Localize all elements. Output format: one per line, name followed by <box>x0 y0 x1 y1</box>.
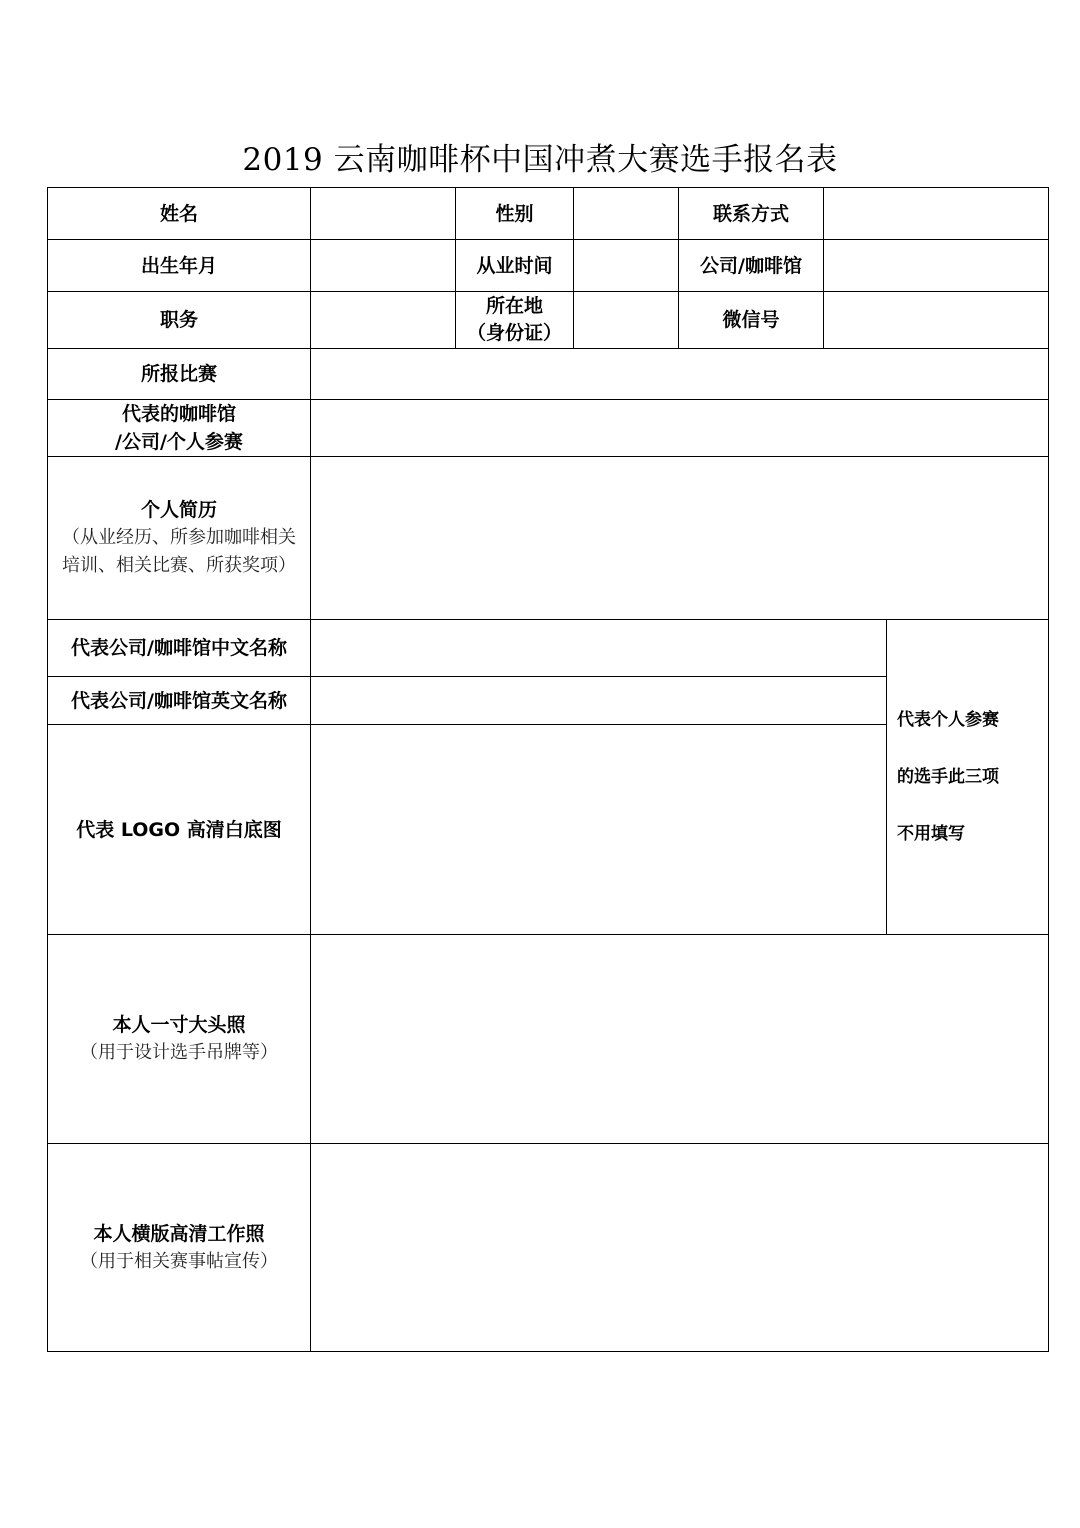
headshot-sub-label: （用于设计选手吊牌等） <box>80 1042 278 1063</box>
cn-name-label: 代表公司/咖啡馆中文名称 <box>71 637 287 659</box>
birth-label: 出生年月 <box>140 254 217 277</box>
individual-note-cell <box>887 620 1048 935</box>
gender-label-cell <box>456 188 574 240</box>
cn-name-input-cell[interactable] <box>311 620 887 677</box>
logo-upload-cell[interactable] <box>311 725 887 935</box>
work-photo-label-cell <box>48 1144 311 1351</box>
en-name-label-cell <box>48 677 311 725</box>
name-label-cell <box>48 188 311 240</box>
company-label-cell <box>679 240 824 292</box>
en-name-input-cell[interactable] <box>311 677 887 725</box>
career-label-cell <box>456 240 574 292</box>
location-label: 所在地 <box>485 295 543 317</box>
position-label-cell <box>48 292 311 349</box>
logo-label-cell <box>48 725 311 935</box>
company-input-cell[interactable] <box>824 240 1048 292</box>
work-photo-label: 本人横版高清工作照 <box>93 1222 265 1245</box>
career-label: 从业时间 <box>476 254 553 277</box>
logo-label: 代表 LOGO 高清白底图 <box>76 818 282 841</box>
birth-label-cell <box>48 240 311 292</box>
form-title: 2019 云南咖啡杯中国冲煮大赛选手报名表 <box>242 142 838 178</box>
gender-input-cell[interactable] <box>574 188 679 240</box>
company-label: 公司/咖啡馆 <box>700 254 802 277</box>
birth-input-cell[interactable] <box>311 240 456 292</box>
resume-label-cell <box>48 457 311 620</box>
headshot-upload-cell[interactable] <box>311 935 1048 1144</box>
contact-label: 联系方式 <box>712 202 789 225</box>
competition-label-cell <box>48 349 311 400</box>
represent-label-line2: /公司/个人参赛 <box>115 431 243 453</box>
work-photo-sub-label: （用于相关赛事帖宣传） <box>80 1250 278 1272</box>
cn-name-label-cell <box>48 620 311 677</box>
work-photo-upload-cell[interactable] <box>311 1144 1048 1351</box>
contact-input-cell[interactable] <box>824 188 1048 240</box>
en-name-label: 代表公司/咖啡馆英文名称 <box>71 689 287 712</box>
career-input-cell[interactable] <box>574 240 679 292</box>
contact-label-cell <box>679 188 824 240</box>
position-input-cell[interactable] <box>311 292 456 349</box>
location-sub-label: （身份证） <box>466 322 562 344</box>
resume-label: 个人简历 <box>140 499 217 521</box>
represent-label-cell <box>48 400 311 457</box>
wechat-input-cell[interactable] <box>824 292 1048 349</box>
note-line2: 的选手此三项 <box>897 766 999 787</box>
competition-input-cell[interactable] <box>311 349 1048 400</box>
resume-sub-line1: （从业经历、所参加咖啡相关 <box>62 527 296 548</box>
competition-label: 所报比赛 <box>140 363 217 385</box>
note-line3: 不用填写 <box>897 823 965 844</box>
resume-input-cell[interactable] <box>311 457 1048 620</box>
headshot-label: 本人一寸大头照 <box>112 1014 246 1036</box>
name-label: 姓名 <box>159 202 198 225</box>
resume-sub-line2: 培训、相关比赛、所获奖项） <box>62 555 296 576</box>
name-input-cell[interactable] <box>311 188 456 240</box>
note-line1: 代表个人参赛 <box>897 709 999 730</box>
represent-label-line1: 代表的咖啡馆 <box>121 403 236 425</box>
registration-form-table <box>47 187 1049 1352</box>
represent-input-cell[interactable] <box>311 400 1048 457</box>
gender-label: 性别 <box>495 202 534 225</box>
location-input-cell[interactable] <box>574 292 679 349</box>
location-label-cell <box>456 292 574 349</box>
wechat-label: 微信号 <box>722 309 780 331</box>
wechat-label-cell <box>679 292 824 349</box>
headshot-label-cell <box>48 935 311 1144</box>
position-label: 职务 <box>159 309 198 331</box>
